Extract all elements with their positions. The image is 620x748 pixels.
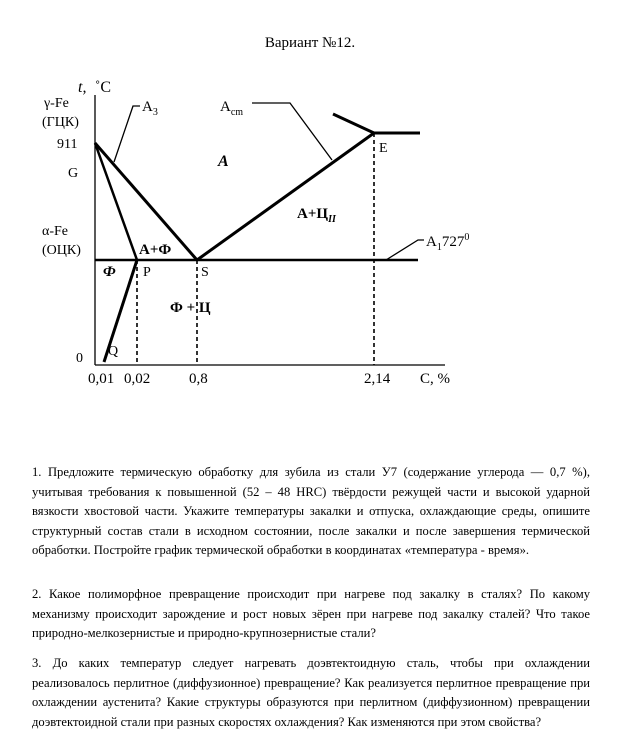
point-s-label: S: [201, 265, 209, 280]
bcc-label: (ОЦК): [42, 243, 81, 258]
line-gp: [95, 143, 137, 260]
acm-leader: [252, 103, 332, 160]
gamma-fe-label: γ-Fe: [44, 96, 69, 111]
alpha-fe-label: α-Fe: [42, 224, 68, 239]
fcc-label: (ГЦК): [42, 115, 79, 130]
x-tick-214: 2,14: [364, 371, 391, 387]
point-e-label: E: [379, 141, 388, 156]
region-ferrite-cementite: Ф + Ц: [170, 300, 211, 316]
region-ferrite: Ф: [103, 264, 116, 280]
question-3: 3. До каких температур следует нагревать доэвтектоидную сталь, чтобы при охлаждении реализовалось перлитное (диффузионное) превращение? Как реализуется перлитное превращение при охлаждении аустенита? Какие структуры образуются при перлитном (диффузионном) превращении доэвтектоидной стали при разных скоростях охлаждения? Как изменяются при этом свойства?: [32, 656, 590, 729]
question-1: 1. Предложите термическую обработку для зубила из стали У7 (содержание углерода — 0,7 %), учитывая требования к повышенной (52 – 48 HRC) твёрдости режущей части и высокой ударной вязкости хвостовой части. Укажите температуры закалки и отпуска, охлаждающие среды, опишите структурный состав стали в исходном состоянии, после закалки и после завершения термической обработки. Постройте график термической обработки в координатах «температура - время».: [32, 465, 590, 557]
x-tick-002: 0,02: [124, 371, 151, 387]
page-title: Вариант №12.: [264, 35, 356, 51]
x-tick-08: 0,8: [189, 371, 208, 387]
line-e-up: [333, 114, 374, 133]
temperature-axis-label: t,: [78, 79, 87, 96]
a1-leader: [386, 240, 424, 260]
temperature-axis-unit: ˚C: [95, 79, 111, 96]
temp-911-label: 911: [57, 137, 78, 152]
point-p-label: P: [143, 265, 151, 280]
question-2: 2. Какое полиморфное превращение происходит при нагреве под закалку в сталях? По какому механизму происходит зарождение и рост новых зёрен при нагреве под закалку сталей? Что такое природно-мелкозернистые и природно-крупнозернистые стали?: [32, 587, 590, 640]
region-austenite: А: [218, 153, 229, 170]
temp-0-label: 0: [76, 351, 83, 366]
a3-label: $A_3$: [142, 99, 158, 118]
point-q-label: Q: [108, 344, 119, 359]
region-austenite-ferrite: А+Ф: [139, 242, 172, 258]
acm-label: $A_{cm}$: [220, 99, 244, 118]
a1-label: $A_1727^0$: [426, 232, 470, 253]
x-tick-001: 0,01: [88, 371, 115, 387]
point-g-label: G: [68, 166, 79, 181]
region-austenite-cementite: $А+Ц_{II}$: [297, 206, 336, 225]
x-axis-label: С, %: [420, 371, 450, 387]
a3-leader: [114, 106, 140, 162]
